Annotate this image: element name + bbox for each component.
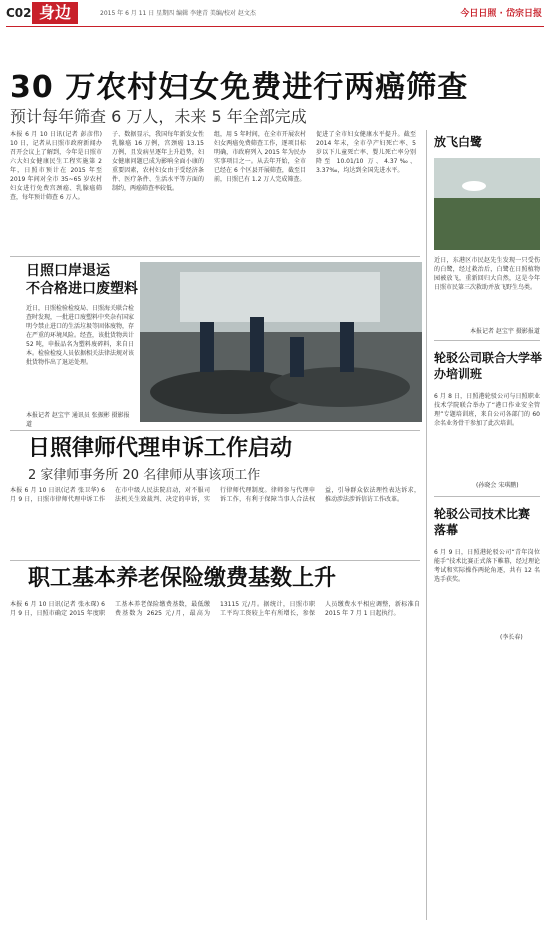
warehouse-photo-graphic <box>140 262 422 422</box>
pension-headline: 职工基本养老保险缴费基数上升 <box>28 566 337 591</box>
japan-headline-1: 日照口岸退运 <box>26 263 110 279</box>
section-label: 身边 <box>32 2 78 24</box>
lawyer-headline: 日照律师代理申诉工作启动 <box>28 436 293 461</box>
rail-body: 6 月 8 日，日照港轮驳公司与日照职业技术学院联合举办了“港口作业安全管理”专题培训班，来自公司各部门的 60 余名业务骨干参加了此次培训。 <box>434 393 540 427</box>
header-meta: 2015 年 6 月 11 日 星期四 编辑 李建青 美编/校对 赵文杰 <box>100 10 256 17</box>
lead-subtitle: 预计每年筛查 6 万人，未来 5 年全部完成 <box>10 107 307 126</box>
egret-body: 近日，东港区市民赵先生发现一只受伤的白鹭，经过救治后，白鹭在日照植物园被放飞，重新回归大自然，这是今年日照市民第三次救助并放飞野生鸟类。 <box>434 257 540 291</box>
rail-headline: 轮驳公司联合大学举办培训班 <box>434 351 543 381</box>
divider <box>434 496 540 497</box>
lead-col-1: 本报 6 月 10 日讯(记者 彭彦伟) 10 日，记者从日照市政府新闻办召开会议上了解到，今年是日照市六大妇女健康民生工程实施第 2 年，日照市预计在 2015 年至 2019 年间对全市 35~65 岁农村妇女进行免费宫颈癌、乳腺癌筛查，每年预计筛查 6 万人。 <box>10 131 102 201</box>
japan-headline-2: 不合格进口废塑料 <box>26 281 138 297</box>
egret-photo-graphic <box>434 158 540 250</box>
race-headline: 轮驳公司技术比赛落幕 <box>434 507 531 537</box>
lead-col-3: 组，用 5 年时间，在全市开展农村妇女两癌免费筛查工作，逐项目标明确，市政府列入 2015 年为民办实事项目之一。从去年开始，全市已经在 6 个区县开展筛查，截至目前，日照已有 1.2 万人完成筛查。 <box>214 131 306 183</box>
lead-col-4: 促进了全市妇女健康水平提升。截至 2014 年末，全市孕产妇死亡率、5 岁以下儿童死亡率、婴儿死亡率分别降至 10.01/10 万、4.37‰、3.37‰，均达到全国先进水平。 <box>316 131 416 174</box>
divider <box>10 560 420 561</box>
lead-headline: 30 万农村妇女免费进行两癌筛查 <box>10 70 469 105</box>
egret-headline: 放飞白鹭 <box>434 135 483 149</box>
pension-body: 本报 6 月 10 日讯(记者 张永琛) 6 月 9 日，日照市确定 2015 年度职工基本养老保险缴费基数，最低缴费基数为 2625 元/月，最高为 13115 元/月。据统计，日照市职工平均工资较上年有所增长，参保人员缴费水平相应调整，新标准自 2015 年 7 月 1 日起执行。 <box>10 601 420 617</box>
sidebar-divider <box>426 130 427 920</box>
japan-credit: 本报记者 赵宝宇 通讯员 张振彬 摄影报道 <box>26 412 130 428</box>
egret-photo <box>434 158 540 250</box>
brand-logo: 今日日照 · 岱宗日报 <box>460 9 542 19</box>
lawyer-body: 本报 6 月 10 日讯(记者 张卫华) 6 月 9 日，日照市律师代理申诉工作在市中级人民法院启动，对不服司法机关生效裁判、决定的申诉，实行律师代理制度。律师参与代理申诉工作，有利于保障当事人合法权益，引导群众依法理性表达诉求，推动涉法涉诉信访工作改革。 <box>10 487 420 503</box>
race-body: 6 月 9 日，日照港轮驳公司“青年岗位能手”技术比赛正式落下帷幕，经过理论考试和实际操作两轮角逐，共有 12 名选手获奖。 <box>434 549 540 583</box>
divider <box>434 340 540 341</box>
rail-credit: (孙晓会 宋琪鹏) <box>476 482 519 489</box>
japan-body: 近日，日照检验检疫局、日照海关联合检查时发现，一批进口废塑料中夹杂有国家明令禁止进口的生活垃圾等固体废物，存在严重的环境风险。经查，该批货物共计 52 吨，申报品名为塑料废碎料，来自日本。检验检疫人员依据相关法律法规对该批货物作出了退运处理。 <box>26 305 134 366</box>
race-credit: (李长春) <box>500 634 523 641</box>
warehouse-photo <box>140 262 422 422</box>
divider <box>10 256 420 257</box>
divider <box>10 430 420 431</box>
lawyer-subtitle: 2 家律师事务所 20 名律师从事该项工作 <box>28 468 261 483</box>
lead-col-2: 子、数据显示，我国每年新发女性乳腺癌 16 万例，宫颈癌 13.15 万例，且发病呈逐年上升趋势，妇女健康问题已成为影响全面小康的重要因素，农村妇女由于受经济条件、医疗条件、生活水平等方面的制约，两癌筛查率较低。 <box>112 131 204 192</box>
egret-credit: 本报记者 赵宝宇 摄影报道 <box>470 328 540 335</box>
page-number: C02 <box>6 6 32 20</box>
header-rule <box>6 26 544 27</box>
